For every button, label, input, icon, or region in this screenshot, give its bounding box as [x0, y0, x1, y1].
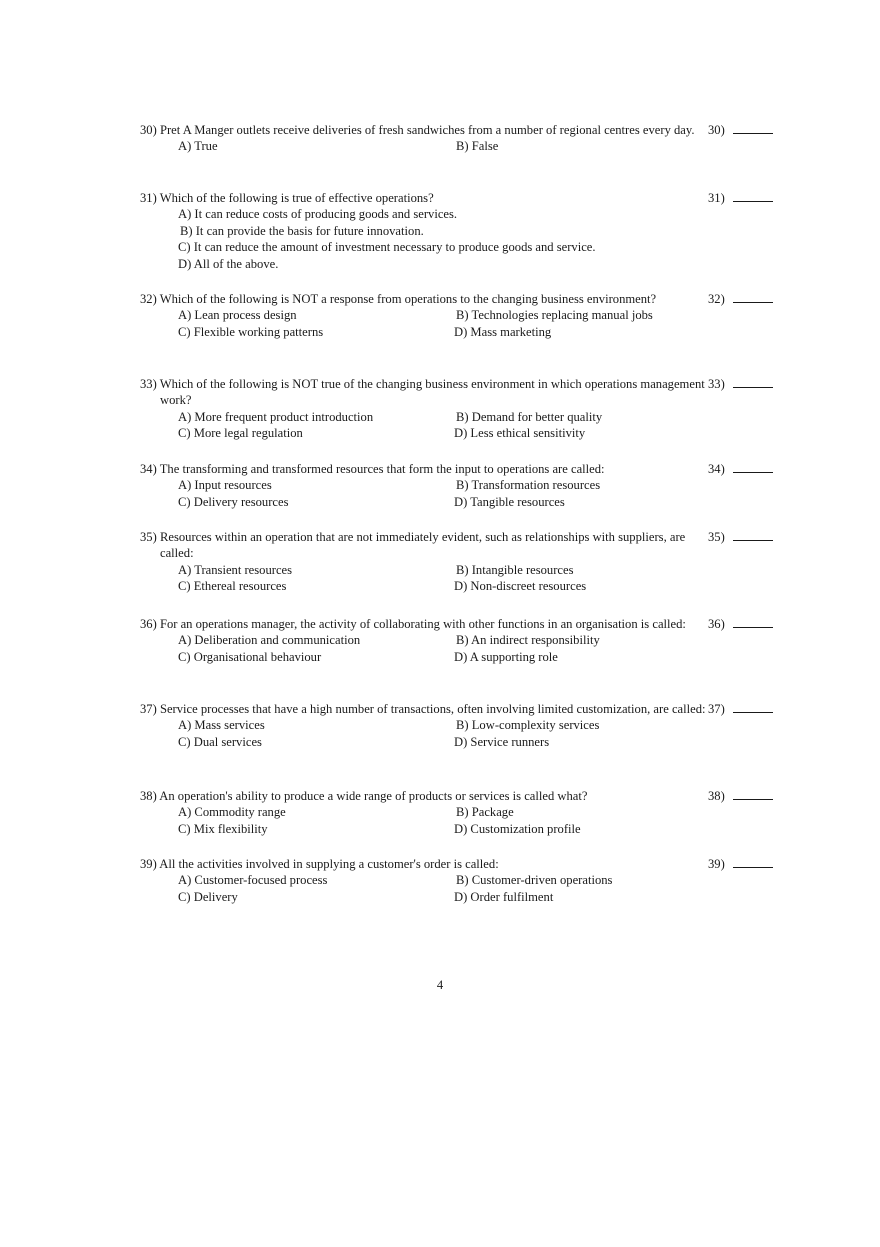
options-row: [140, 649, 780, 665]
question-number: 35): [140, 530, 157, 544]
question-number: 38): [140, 789, 157, 803]
options-row: [140, 578, 780, 594]
answer-number: 39): [708, 857, 725, 871]
option-a: A) It can reduce costs of producing goods and services.: [178, 207, 458, 222]
question-text: Which of the following is NOT true of the changing business environment in which operations management work?: [159, 377, 705, 408]
option-b: B) Transformation resources: [456, 478, 601, 493]
question-stem: [140, 376, 708, 409]
options-row: [140, 138, 780, 154]
question-text: Pret A Manger outlets receive deliveries of fresh sandwiches from a number of regional centres every day.: [159, 123, 695, 137]
options-row: [140, 889, 780, 905]
options-row: [140, 425, 780, 441]
question-30: [140, 122, 780, 155]
options-row: [140, 562, 780, 578]
options-row: [140, 409, 780, 425]
option-c: C) Ethereal resources: [178, 579, 287, 594]
answer-number: 31): [708, 191, 725, 205]
question-32: [140, 291, 780, 340]
question-text: An operation's ability to produce a wide range of products or services is called what?: [159, 789, 588, 803]
answer-blank[interactable]: [733, 702, 773, 713]
question-stem: [140, 529, 708, 562]
question-number: 31): [140, 191, 157, 205]
option-b: B) Customer-driven operations: [456, 873, 613, 888]
answer-slot: [708, 291, 773, 307]
option-b: B) False: [456, 139, 499, 154]
answer-slot: [708, 461, 773, 477]
option-c: C) Delivery resources: [178, 494, 289, 509]
answer-slot: [708, 788, 773, 804]
options-row: [140, 324, 780, 340]
option-d: D) Tangible resources: [454, 494, 565, 509]
question-number: 36): [140, 617, 157, 631]
question-39: [140, 856, 780, 905]
answer-number: 35): [708, 530, 725, 544]
answer-blank[interactable]: [733, 789, 773, 800]
option-a: A) Mass services: [178, 718, 265, 733]
page-number: 4: [436, 978, 444, 992]
answer-slot: [708, 190, 773, 206]
answer-slot: [708, 856, 773, 872]
option-c: C) Mix flexibility: [178, 821, 268, 836]
option-d: D) A supporting role: [454, 649, 558, 664]
question-number: 39): [140, 857, 157, 871]
question-34: [140, 461, 780, 510]
question-number: 32): [140, 292, 157, 306]
question-36: [140, 616, 780, 665]
question-38: [140, 788, 780, 837]
option-b: B) Technologies replacing manual jobs: [456, 308, 653, 323]
option-a: A) True: [178, 139, 218, 154]
answer-blank[interactable]: [733, 617, 773, 628]
answer-slot: [708, 529, 773, 545]
answer-slot: [708, 376, 773, 392]
options-row: [140, 717, 780, 733]
question-number: 30): [140, 123, 157, 137]
option-d: D) Non-discreet resources: [454, 579, 587, 594]
option-a: A) Transient resources: [178, 562, 293, 577]
option-d: D) All of the above.: [178, 256, 279, 271]
option-b: B) An indirect responsibility: [456, 633, 600, 648]
question-stem: [140, 291, 708, 307]
option-a: A) Commodity range: [178, 805, 286, 820]
answer-blank[interactable]: [733, 462, 773, 473]
option-c: C) Organisational behaviour: [178, 649, 322, 664]
question-number: 34): [140, 462, 157, 476]
answer-slot: [708, 701, 773, 717]
question-stem: [140, 788, 708, 804]
question-stem: [140, 701, 708, 717]
options-row: [140, 734, 780, 750]
option-a: A) Input resources: [178, 478, 272, 493]
options-row: [140, 307, 780, 323]
question-31: [140, 190, 780, 272]
options-row: [140, 872, 780, 888]
option-b: B) Low-complexity services: [456, 718, 600, 733]
option-b: B) Package: [456, 805, 514, 820]
answer-number: 32): [708, 292, 725, 306]
answer-number: 38): [708, 789, 725, 803]
option-d: D) Order fulfilment: [454, 889, 554, 904]
answer-number: 34): [708, 462, 725, 476]
options-row: [140, 821, 780, 837]
answer-blank[interactable]: [733, 377, 773, 388]
answer-blank[interactable]: [733, 123, 773, 134]
answer-slot: [708, 616, 773, 632]
question-stem: [140, 856, 708, 872]
question-text: Resources within an operation that are not immediately evident, such as relationships with suppliers, are called:: [159, 530, 686, 561]
option-b: B) Demand for better quality: [456, 409, 603, 424]
question-35: [140, 529, 780, 595]
question-number: 33): [140, 377, 157, 391]
option-c: C) More legal regulation: [178, 426, 303, 441]
option-b: B) Intangible resources: [456, 562, 574, 577]
answer-number: 37): [708, 702, 725, 716]
question-stem: [140, 190, 708, 206]
options-row: [140, 804, 780, 820]
question-text: All the activities involved in supplying a customer's order is called:: [159, 857, 499, 871]
answer-number: 33): [708, 377, 725, 391]
options-row: [140, 477, 780, 493]
option-a: A) More frequent product introduction: [178, 409, 374, 424]
question-text: For an operations manager, the activity of collaborating with other functions in an organisation is called:: [159, 617, 686, 631]
answer-blank[interactable]: [733, 530, 773, 541]
answer-number: 36): [708, 617, 725, 631]
answer-number: 30): [708, 123, 725, 137]
option-d: D) Customization profile: [454, 821, 581, 836]
question-stem: [140, 461, 708, 477]
option-c: C) Dual services: [178, 734, 262, 749]
option-b: B) It can provide the basis for future innovation.: [180, 223, 424, 238]
option-a: A) Deliberation and communication: [178, 633, 361, 648]
option-a: A) Customer-focused process: [178, 873, 328, 888]
option-d: D) Less ethical sensitivity: [454, 426, 586, 441]
question-number: 37): [140, 702, 157, 716]
answer-blank[interactable]: [733, 191, 773, 202]
question-text: Which of the following is NOT a response from operations to the changing business environment?: [159, 292, 657, 306]
option-c: C) It can reduce the amount of investment necessary to produce goods and service.: [178, 240, 596, 255]
option-a: A) Lean process design: [178, 308, 297, 323]
option-d: D) Mass marketing: [454, 324, 552, 339]
question-stem: [140, 122, 708, 138]
answer-blank[interactable]: [733, 292, 773, 303]
question-text: Service processes that have a high number of transactions, often involving limited customization, are called:: [159, 702, 706, 716]
question-text: The transforming and transformed resources that form the input to operations are called:: [159, 462, 605, 476]
options-row: [140, 494, 780, 510]
option-c: C) Flexible working patterns: [178, 324, 324, 339]
question-33: [140, 376, 780, 442]
options-row: [140, 632, 780, 648]
option-c: C) Delivery: [178, 889, 238, 904]
question-37: [140, 701, 780, 750]
answer-blank[interactable]: [733, 857, 773, 868]
question-stem: [140, 616, 708, 632]
answer-slot: [708, 122, 773, 138]
question-text: Which of the following is true of effective operations?: [159, 191, 434, 205]
option-d: D) Service runners: [454, 734, 550, 749]
